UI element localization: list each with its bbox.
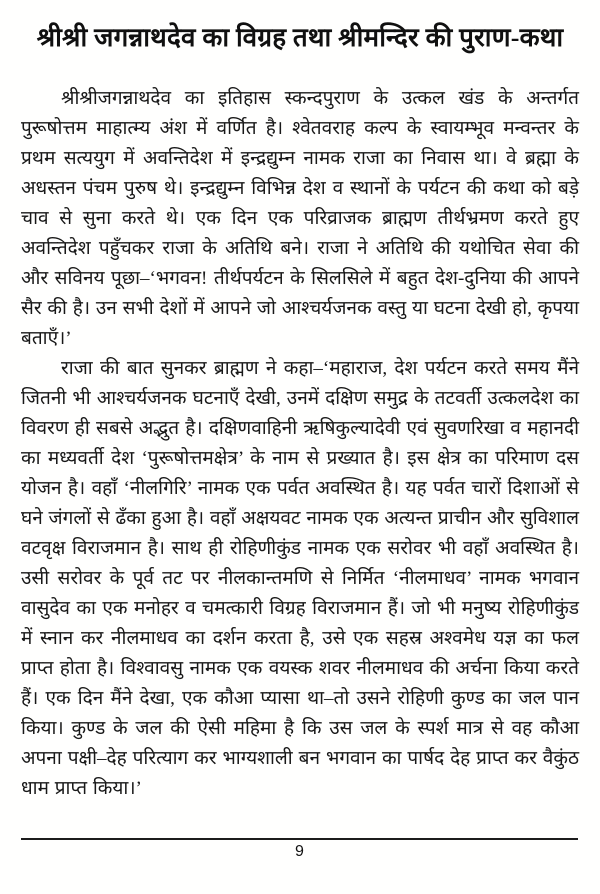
- footer-divider: [21, 838, 578, 840]
- page-body: [21, 84, 579, 804]
- page-footer: [21, 838, 578, 863]
- body-paragraph-2: राजा की बात सुनकर ब्राह्मण ने कहा–‘महाराज, देश पर्यटन करते समय मैंने जितनी भी आश्चर्यजनक घटनाएँ देखी, उनमें दक्षिण समुद्र के तटवर्ती उत्कलदेश का विवरण ही सबसे अद्भुत है। दक्षिणवाहिनी ऋषिकुल्यादेवी एवं सुवणरिखा व महानदी का मध्यवर्ती देश ‘पुरूषोत्तमक्षेत्र’ के नाम से प्रख्यात है। इस क्षेत्र का परिमाण दस योजन है। वहाँ ‘नीलगिरि’ नामक एक पर्वत अवस्थित है। यह पर्वत चारों दिशाओं से घने जंगलों से ढँका हुआ है। वहाँ अक्षयवट नामक एक अत्यन्त प्राचीन और सुविशाल वटवृक्ष विराजमान है। साथ ही रोहिणीकुंड नामक एक सरोवर भी वहाँ अवस्थित है। उसी सरोवर के पूर्व तट पर नीलकान्तमणि से निर्मित ‘नीलमाधव’ नामक भगवान वासुदेव का एक मनोहर व चमत्कारी विग्रह विराजमान हैं। जो भी मनुष्य रोहिणीकुंड में स्नान कर नीलमाधव का दर्शन करता है, उसे एक सहस्र अश्वमेध यज्ञ का फल प्राप्त होता है। विश्वावसु नामक एक वयस्क शवर नीलमाधव की अर्चना किया करते हैं। एक दिन मैंने देखा, एक कौआ प्यासा था–तो उसने रोहिणी कुण्ड का जल पान किया। कुण्ड के जल की ऐसी महिमा है कि उस जल के स्पर्श मात्र से वह कौआ अपना पक्षी–देह परित्याग कर भाग्यशाली बन भगवान का पार्षद देह प्राप्त कर वैकुंठ धाम प्राप्त किया।’: [21, 358, 579, 799]
- page-title: श्रीश्री जगन्नाथदेव का विग्रह तथा श्रीमन्दिर की पुराण-कथा: [36, 23, 564, 52]
- body-paragraph-1: श्रीश्रीजगन्नाथदेव का इतिहास स्कन्दपुराण के उत्कल खंड के अन्तर्गत पुरूषोत्तम माहात्म्य अंश में वर्णित है। श्वेतवराह कल्प के स्वायम्भूव मन्वन्तर के प्रथम सत्ययुग में अवन्तिदेश में इन्द्रद्युम्न नामक राजा का निवास था। वे ब्रह्मा के अधस्तन पंचम पुरुष थे। इन्द्रद्युम्न विभिन्न देश व स्थानों के पर्यटन की कथा को बड़े चाव से सुना करते थे। एक दिन एक परिव्राजक ब्राह्मण तीर्थभ्रमण करते हुए अवन्तिदेश पहुँचकर राजा के अतिथि बने। राजा ने अतिथि की यथोचित सेवा की और सविनय पूछा–‘भगवन! तीर्थपर्यटन के सिलसिले में बहुत देश-दुनिया की आपने सैर की है। उन सभी देशों में आपने जो आश्चर्यजनक वस्तु या घटना देखी हो, कृपया बताएँ।’: [21, 88, 579, 349]
- page-number: 9: [295, 843, 304, 860]
